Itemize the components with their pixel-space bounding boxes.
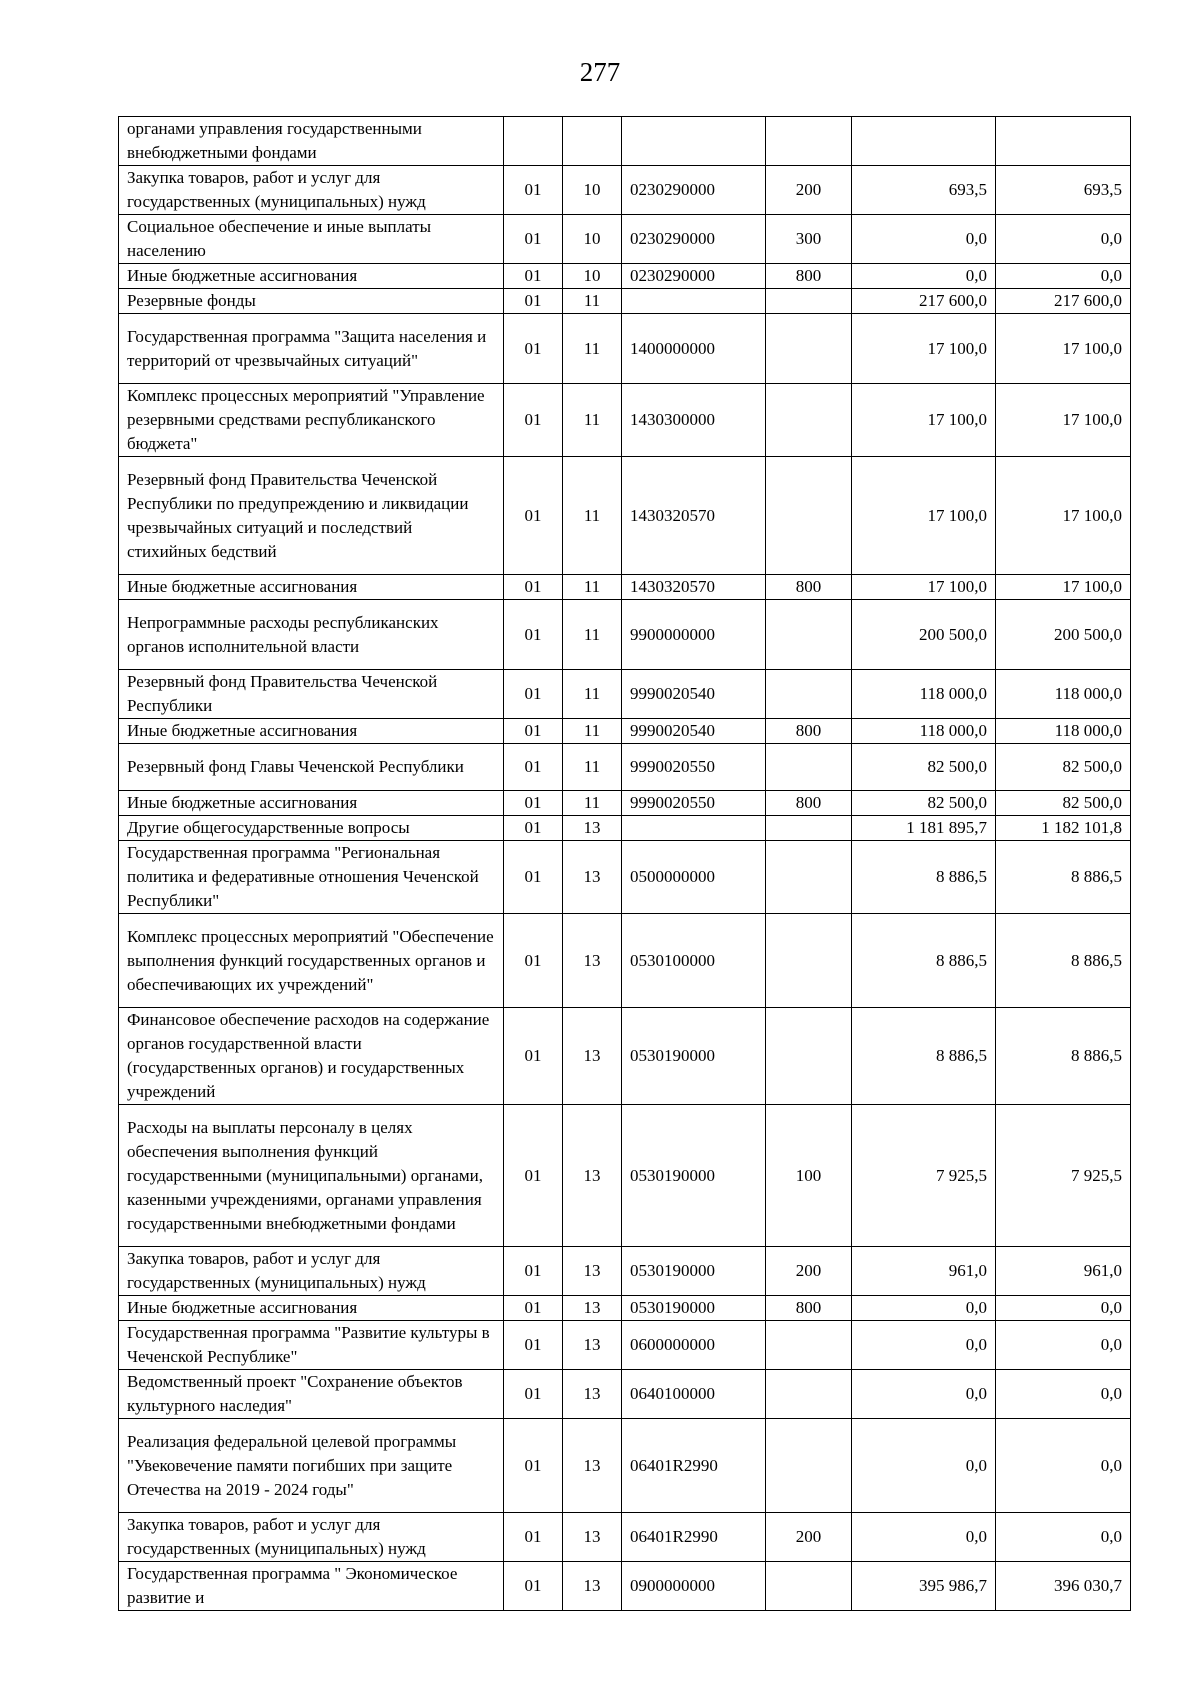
table-row	[119, 1296, 1131, 1321]
expense-type-cell: 200	[766, 1513, 852, 1562]
expense-type-cell: 200	[766, 1247, 852, 1296]
amount-year2-cell: 8 886,5	[996, 1008, 1131, 1105]
amount-year1-cell: 0,0	[852, 1321, 996, 1370]
amount-year1-cell: 0,0	[852, 1370, 996, 1419]
section-cell: 01	[504, 791, 563, 816]
table-body	[119, 117, 1131, 1611]
amount-year2-cell: 396 030,7	[996, 1562, 1131, 1611]
expense-type-cell	[766, 117, 852, 166]
subsection-cell: 11	[563, 289, 622, 314]
target-item-cell: 1400000000	[622, 314, 766, 384]
table-row	[119, 166, 1131, 215]
table-row	[119, 1321, 1131, 1370]
expense-type-cell: 100	[766, 1105, 852, 1247]
amount-year2-cell	[996, 117, 1131, 166]
amount-year1-cell: 0,0	[852, 1419, 996, 1513]
subsection-cell: 10	[563, 215, 622, 264]
name-cell: Комплекс процессных мероприятий "Управление резервными средствами республиканского бюджета"	[119, 384, 504, 457]
expense-type-cell	[766, 384, 852, 457]
amount-year2-cell: 693,5	[996, 166, 1131, 215]
target-item-cell	[622, 117, 766, 166]
table-row	[119, 457, 1131, 575]
section-cell: 01	[504, 166, 563, 215]
amount-year1-cell: 8 886,5	[852, 914, 996, 1008]
amount-year1-cell: 17 100,0	[852, 314, 996, 384]
subsection-cell: 11	[563, 600, 622, 670]
section-cell: 01	[504, 1513, 563, 1562]
name-cell: Финансовое обеспечение расходов на содержание органов государственной власти (государственных органов) и государственных учреждений	[119, 1008, 504, 1105]
table-row	[119, 314, 1131, 384]
subsection-cell: 13	[563, 1513, 622, 1562]
name-cell: Комплекс процессных мероприятий "Обеспечение выполнения функций государственных органов и обеспечивающих их учреждений"	[119, 914, 504, 1008]
subsection-cell: 13	[563, 1321, 622, 1370]
subsection-cell: 13	[563, 1296, 622, 1321]
target-item-cell: 9990020550	[622, 744, 766, 791]
amount-year2-cell: 17 100,0	[996, 384, 1131, 457]
expense-type-cell: 800	[766, 791, 852, 816]
target-item-cell: 0600000000	[622, 1321, 766, 1370]
amount-year2-cell: 118 000,0	[996, 719, 1131, 744]
section-cell: 01	[504, 1370, 563, 1419]
subsection-cell: 11	[563, 670, 622, 719]
name-cell: Государственная программа "Развитие культуры в Чеченской Республике"	[119, 1321, 504, 1370]
expense-type-cell	[766, 1419, 852, 1513]
section-cell: 01	[504, 215, 563, 264]
name-cell: Социальное обеспечение и иные выплаты населению	[119, 215, 504, 264]
amount-year2-cell: 0,0	[996, 1321, 1131, 1370]
amount-year2-cell: 0,0	[996, 215, 1131, 264]
subsection-cell: 13	[563, 914, 622, 1008]
name-cell: Иные бюджетные ассигнования	[119, 264, 504, 289]
target-item-cell: 0640100000	[622, 1370, 766, 1419]
name-cell: Иные бюджетные ассигнования	[119, 719, 504, 744]
section-cell: 01	[504, 744, 563, 791]
amount-year2-cell: 0,0	[996, 1419, 1131, 1513]
target-item-cell: 0530190000	[622, 1247, 766, 1296]
name-cell: Иные бюджетные ассигнования	[119, 791, 504, 816]
section-cell: 01	[504, 670, 563, 719]
amount-year2-cell: 8 886,5	[996, 914, 1131, 1008]
expense-type-cell	[766, 670, 852, 719]
amount-year1-cell: 0,0	[852, 1513, 996, 1562]
amount-year1-cell: 118 000,0	[852, 719, 996, 744]
name-cell: Резервный фонд Правительства Чеченской Республики по предупреждению и ликвидации чрезвычайных ситуаций и последствий стихийных бедствий	[119, 457, 504, 575]
name-cell: Государственная программа " Экономическое развитие и	[119, 1562, 504, 1611]
target-item-cell: 0530190000	[622, 1296, 766, 1321]
amount-year2-cell: 118 000,0	[996, 670, 1131, 719]
subsection-cell: 11	[563, 575, 622, 600]
amount-year2-cell: 17 100,0	[996, 457, 1131, 575]
expense-type-cell: 800	[766, 719, 852, 744]
amount-year2-cell: 200 500,0	[996, 600, 1131, 670]
amount-year1-cell: 17 100,0	[852, 457, 996, 575]
table-row	[119, 670, 1131, 719]
subsection-cell: 11	[563, 457, 622, 575]
name-cell: органами управления государственными внебюджетными фондами	[119, 117, 504, 166]
amount-year2-cell: 1 182 101,8	[996, 816, 1131, 841]
amount-year2-cell: 82 500,0	[996, 744, 1131, 791]
amount-year1-cell	[852, 117, 996, 166]
amount-year1-cell: 0,0	[852, 215, 996, 264]
expense-type-cell	[766, 314, 852, 384]
section-cell: 01	[504, 841, 563, 914]
amount-year2-cell: 217 600,0	[996, 289, 1131, 314]
table-row	[119, 914, 1131, 1008]
table-row	[119, 1370, 1131, 1419]
expense-type-cell	[766, 1008, 852, 1105]
target-item-cell	[622, 816, 766, 841]
expense-type-cell	[766, 600, 852, 670]
amount-year2-cell: 0,0	[996, 1513, 1131, 1562]
name-cell: Иные бюджетные ассигнования	[119, 575, 504, 600]
section-cell: 01	[504, 914, 563, 1008]
subsection-cell: 11	[563, 744, 622, 791]
table-row	[119, 744, 1131, 791]
section-cell: 01	[504, 1105, 563, 1247]
table-row	[119, 791, 1131, 816]
amount-year2-cell: 17 100,0	[996, 314, 1131, 384]
subsection-cell: 13	[563, 1008, 622, 1105]
section-cell: 01	[504, 384, 563, 457]
target-item-cell: 9990020550	[622, 791, 766, 816]
name-cell: Резервные фонды	[119, 289, 504, 314]
subsection-cell: 13	[563, 816, 622, 841]
target-item-cell: 9900000000	[622, 600, 766, 670]
section-cell: 01	[504, 719, 563, 744]
table-row	[119, 117, 1131, 166]
subsection-cell: 11	[563, 314, 622, 384]
section-cell: 01	[504, 600, 563, 670]
name-cell: Закупка товаров, работ и услуг для государственных (муниципальных) нужд	[119, 1513, 504, 1562]
amount-year1-cell: 118 000,0	[852, 670, 996, 719]
expense-type-cell: 800	[766, 575, 852, 600]
section-cell: 01	[504, 575, 563, 600]
section-cell	[504, 117, 563, 166]
target-item-cell: 0530100000	[622, 914, 766, 1008]
section-cell: 01	[504, 289, 563, 314]
table-row	[119, 1247, 1131, 1296]
page-number: 277	[579, 57, 621, 87]
amount-year1-cell: 693,5	[852, 166, 996, 215]
table-row	[119, 1419, 1131, 1513]
budget-table	[118, 116, 1131, 1611]
subsection-cell: 10	[563, 166, 622, 215]
name-cell: Иные бюджетные ассигнования	[119, 1296, 504, 1321]
amount-year1-cell: 961,0	[852, 1247, 996, 1296]
expense-type-cell	[766, 841, 852, 914]
target-item-cell: 0500000000	[622, 841, 766, 914]
subsection-cell: 13	[563, 1105, 622, 1247]
subsection-cell: 10	[563, 264, 622, 289]
table-row	[119, 289, 1131, 314]
name-cell: Государственная программа "Региональная политика и федеративные отношения Чеченской Республики"	[119, 841, 504, 914]
section-cell: 01	[504, 1321, 563, 1370]
name-cell: Закупка товаров, работ и услуг для государственных (муниципальных) нужд	[119, 1247, 504, 1296]
section-cell: 01	[504, 457, 563, 575]
target-item-cell: 0230290000	[622, 264, 766, 289]
section-cell: 01	[504, 1247, 563, 1296]
section-cell: 01	[504, 816, 563, 841]
target-item-cell: 0530190000	[622, 1008, 766, 1105]
expense-type-cell: 800	[766, 1296, 852, 1321]
amount-year1-cell: 8 886,5	[852, 1008, 996, 1105]
name-cell: Расходы на выплаты персоналу в целях обеспечения выполнения функций государственными (муниципальными) органами, казенными учреждениями, органами управления государственными внебюджетными фондами	[119, 1105, 504, 1247]
section-cell: 01	[504, 264, 563, 289]
subsection-cell	[563, 117, 622, 166]
table-row	[119, 719, 1131, 744]
expense-type-cell	[766, 289, 852, 314]
subsection-cell: 13	[563, 1562, 622, 1611]
name-cell: Ведомственный проект "Сохранение объектов культурного наследия"	[119, 1370, 504, 1419]
subsection-cell: 13	[563, 1370, 622, 1419]
name-cell: Государственная программа "Защита населения и территорий от чрезвычайных ситуаций"	[119, 314, 504, 384]
name-cell: Резервный фонд Главы Чеченской Республики	[119, 744, 504, 791]
amount-year1-cell: 82 500,0	[852, 791, 996, 816]
expense-type-cell	[766, 1321, 852, 1370]
amount-year1-cell: 17 100,0	[852, 575, 996, 600]
table-row	[119, 1105, 1131, 1247]
name-cell: Реализация федеральной целевой программы "Увековечение памяти погибших при защите Отечества на 2019 - 2024 годы"	[119, 1419, 504, 1513]
amount-year1-cell: 0,0	[852, 264, 996, 289]
target-item-cell: 06401R2990	[622, 1419, 766, 1513]
section-cell: 01	[504, 1008, 563, 1105]
expense-type-cell	[766, 1562, 852, 1611]
table-row	[119, 1562, 1131, 1611]
amount-year1-cell: 0,0	[852, 1296, 996, 1321]
amount-year2-cell: 82 500,0	[996, 791, 1131, 816]
target-item-cell: 0900000000	[622, 1562, 766, 1611]
amount-year2-cell: 17 100,0	[996, 575, 1131, 600]
table-row	[119, 384, 1131, 457]
table-row	[119, 264, 1131, 289]
target-item-cell	[622, 289, 766, 314]
target-item-cell: 1430300000	[622, 384, 766, 457]
amount-year1-cell: 82 500,0	[852, 744, 996, 791]
name-cell: Резервный фонд Правительства Чеченской Республики	[119, 670, 504, 719]
amount-year1-cell: 1 181 895,7	[852, 816, 996, 841]
expense-type-cell	[766, 744, 852, 791]
section-cell: 01	[504, 1562, 563, 1611]
expense-type-cell: 800	[766, 264, 852, 289]
table-row	[119, 1513, 1131, 1562]
amount-year2-cell: 7 925,5	[996, 1105, 1131, 1247]
subsection-cell: 13	[563, 1247, 622, 1296]
name-cell: Другие общегосударственные вопросы	[119, 816, 504, 841]
expense-type-cell	[766, 1370, 852, 1419]
section-cell: 01	[504, 1296, 563, 1321]
target-item-cell: 1430320570	[622, 457, 766, 575]
section-cell: 01	[504, 1419, 563, 1513]
amount-year1-cell: 7 925,5	[852, 1105, 996, 1247]
target-item-cell: 0230290000	[622, 166, 766, 215]
section-cell: 01	[504, 314, 563, 384]
table-row	[119, 600, 1131, 670]
expense-type-cell	[766, 816, 852, 841]
table-row	[119, 841, 1131, 914]
amount-year1-cell: 17 100,0	[852, 384, 996, 457]
table-row	[119, 816, 1131, 841]
amount-year1-cell: 395 986,7	[852, 1562, 996, 1611]
table-row	[119, 1008, 1131, 1105]
target-item-cell: 06401R2990	[622, 1513, 766, 1562]
amount-year2-cell: 0,0	[996, 1296, 1131, 1321]
amount-year1-cell: 200 500,0	[852, 600, 996, 670]
target-item-cell: 9990020540	[622, 719, 766, 744]
amount-year1-cell: 217 600,0	[852, 289, 996, 314]
expense-type-cell: 300	[766, 215, 852, 264]
name-cell: Закупка товаров, работ и услуг для государственных (муниципальных) нужд	[119, 166, 504, 215]
expense-type-cell	[766, 914, 852, 1008]
expense-type-cell	[766, 457, 852, 575]
subsection-cell: 13	[563, 1419, 622, 1513]
target-item-cell: 9990020540	[622, 670, 766, 719]
amount-year2-cell: 961,0	[996, 1247, 1131, 1296]
subsection-cell: 13	[563, 841, 622, 914]
table-row	[119, 575, 1131, 600]
amount-year2-cell: 8 886,5	[996, 841, 1131, 914]
subsection-cell: 11	[563, 791, 622, 816]
table-row	[119, 215, 1131, 264]
target-item-cell: 0530190000	[622, 1105, 766, 1247]
amount-year2-cell: 0,0	[996, 264, 1131, 289]
amount-year1-cell: 8 886,5	[852, 841, 996, 914]
amount-year2-cell: 0,0	[996, 1370, 1131, 1419]
subsection-cell: 11	[563, 384, 622, 457]
target-item-cell: 0230290000	[622, 215, 766, 264]
subsection-cell: 11	[563, 719, 622, 744]
target-item-cell: 1430320570	[622, 575, 766, 600]
name-cell: Непрограммные расходы республиканских органов исполнительной власти	[119, 600, 504, 670]
expense-type-cell: 200	[766, 166, 852, 215]
